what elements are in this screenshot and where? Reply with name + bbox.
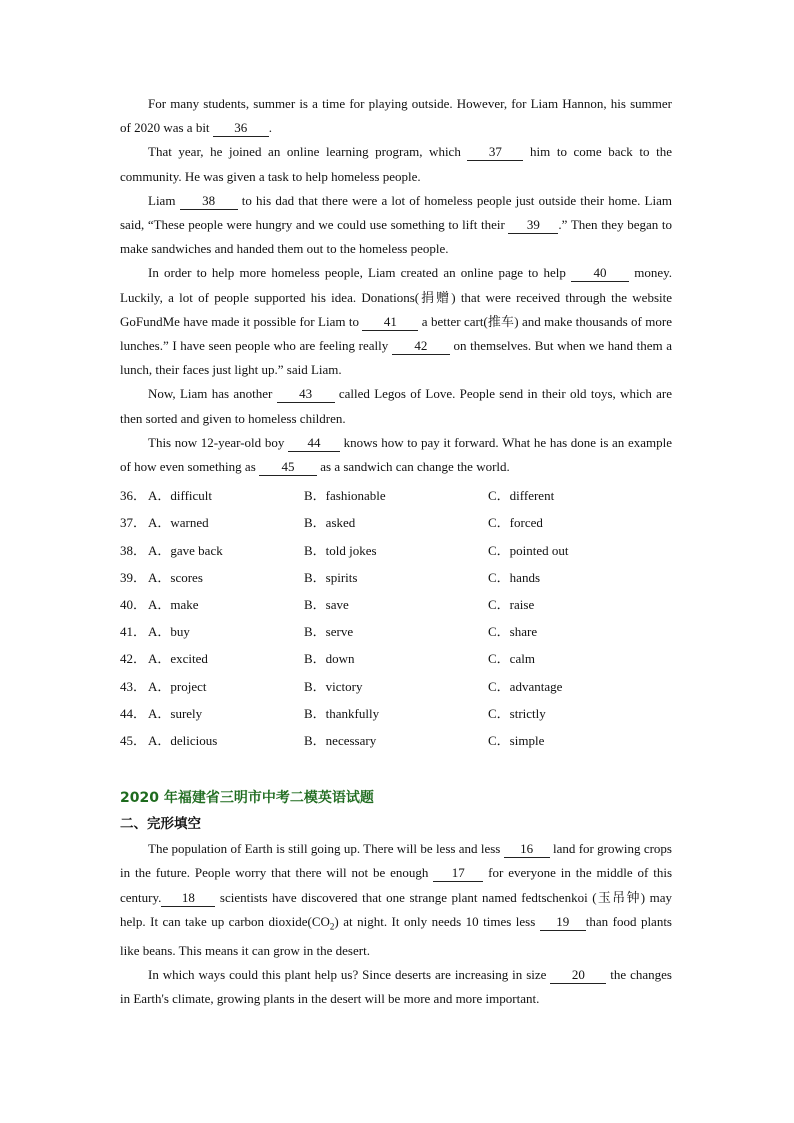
blank-45: 45: [259, 459, 317, 476]
blank-40: 40: [571, 265, 629, 282]
blank-18: 18: [161, 890, 215, 907]
option-row-41: [120, 618, 672, 645]
option-b: B．save: [304, 597, 349, 612]
option-row-38: [120, 537, 672, 564]
question-number: 38．: [120, 542, 147, 558]
option-b: B．down: [304, 651, 355, 667]
option-a: A．excited: [148, 651, 208, 667]
blank-37: 37: [467, 144, 523, 161]
passage2-paragraph-2: In which ways could this plant help us? Since deserts are increasing in size 20 the changes in Earth's climate, growing plants in the desert will be more and more important.: [120, 966, 672, 1006]
option-c: C．hands: [488, 569, 541, 585]
document-page: [120, 92, 672, 1011]
question-number: 44．: [120, 705, 147, 721]
option-row-44: [120, 700, 672, 727]
option-b: B．asked: [304, 515, 356, 531]
option-a: A．gave back: [148, 542, 223, 558]
option-a: A．scores: [148, 569, 203, 585]
option-b: B．spirits: [304, 569, 358, 585]
option-row-43: [120, 673, 672, 700]
option-row-36: [120, 482, 672, 509]
option-c: C．advantage: [488, 678, 563, 694]
blank-16: 16: [504, 841, 550, 858]
passage1-paragraph-5: Now, Liam has another 43 called Legos of Love. People send in their old toys, which are then sorted and given to homeless children.: [120, 386, 672, 426]
blank-20: 20: [550, 967, 606, 984]
option-a: A．warned: [148, 515, 209, 531]
passage1-paragraph-1: For many students, summer is a time for playing outside. However, for Liam Hannon, his summer of 2020 was a bit 36 .: [120, 96, 672, 136]
passage1-paragraph-2: That year, he joined an online learning program, which 37 him to come back to the community. He was given a task to help homeless people.: [120, 144, 672, 184]
question-number: 36．: [120, 488, 147, 504]
option-c: C．forced: [488, 515, 543, 531]
option-b: B．serve: [304, 624, 354, 640]
option-row-45: [120, 727, 672, 754]
question-number: 42．: [120, 651, 147, 667]
co2-subscript: 2: [329, 921, 335, 932]
option-row-39: [120, 564, 672, 591]
option-row-42: [120, 645, 672, 672]
option-a: A．buy: [148, 624, 190, 640]
option-row-40: [120, 591, 672, 618]
passage1-paragraph-6: This now 12-year-old boy 44 knows how to pay it forward. What he has done is an example of how even something as 45 as a sandwich can change the world.: [120, 434, 672, 475]
option-b: B．necessary: [304, 732, 377, 748]
options-list: [120, 482, 672, 754]
passage1-paragraph-3: Liam 38 to his dad that there were a lot of homeless people just outside their home. Liam said, “These people were hungry and we could use something to lift their 39 .” Then they began to make sandwiches and handed them out to the homeless people.: [120, 192, 672, 257]
option-a: A．project: [148, 678, 207, 694]
option-c: C．different: [488, 488, 555, 504]
section-subtitle: 二、完形填空: [120, 816, 201, 833]
option-c: C．pointed out: [488, 542, 569, 558]
option-a: A．delicious: [148, 732, 218, 748]
option-b: B．told jokes: [304, 542, 377, 558]
option-c: C．raise: [488, 597, 535, 612]
blank-41: 41: [362, 314, 418, 331]
blank-44: 44: [288, 435, 340, 452]
passage1-paragraph-4: In order to help more homeless people, Liam created an online page to help 40 money. Luckily, a lot of people supported his idea. Donations(捐赠) that were received through the website GoFundMe have made it possible for Liam to 41 a better cart(推车) and make thousands of more lunches.” I have seen people who are feeling really 42 on themselves. But when we hand them a lunch, their faces just light up.” said Liam.: [120, 265, 673, 378]
option-b: B．thankfully: [304, 705, 380, 721]
question-number: 40．: [120, 597, 147, 612]
blank-19: 19: [540, 914, 586, 931]
option-a: A．difficult: [148, 488, 213, 504]
blank-36: 36: [213, 120, 269, 137]
option-a: A．make: [148, 597, 199, 612]
blank-39: 39: [508, 217, 558, 234]
question-number: 45．: [120, 732, 147, 748]
option-row-37: [120, 509, 672, 536]
blank-42: 42: [392, 338, 450, 355]
blank-38: 38: [180, 193, 238, 210]
passage2-paragraph-1: The population of Earth is still going up. There will be less and less 16 land for growing crops in the future. People worry that there will not be enough 17 for everyone in the middle of this century. 18 scientists have discovered that one strange plant named fedtschenkoi (玉吊钟) may help. It can take up carbon $dioxide(CO_2)$ at night. It only needs 10 times less 19 than food plants like beans. This means it can grow in the desert.: [120, 841, 672, 958]
blank-17: 17: [433, 865, 483, 882]
section-title: 2020 年福建省三明市中考二模英语试题: [120, 790, 374, 807]
option-c: C．calm: [488, 651, 535, 667]
question-number: 43．: [120, 678, 147, 694]
option-a: A．surely: [148, 705, 203, 721]
option-c: C．strictly: [488, 705, 546, 721]
option-b: B．victory: [304, 678, 363, 694]
option-b: B．fashionable: [304, 488, 386, 504]
question-number: 37．: [120, 515, 147, 531]
option-c: C．simple: [488, 732, 545, 748]
blank-43: 43: [277, 386, 335, 403]
question-number: 41．: [120, 624, 147, 640]
option-c: C．share: [488, 624, 538, 640]
question-number: 39．: [120, 569, 147, 585]
